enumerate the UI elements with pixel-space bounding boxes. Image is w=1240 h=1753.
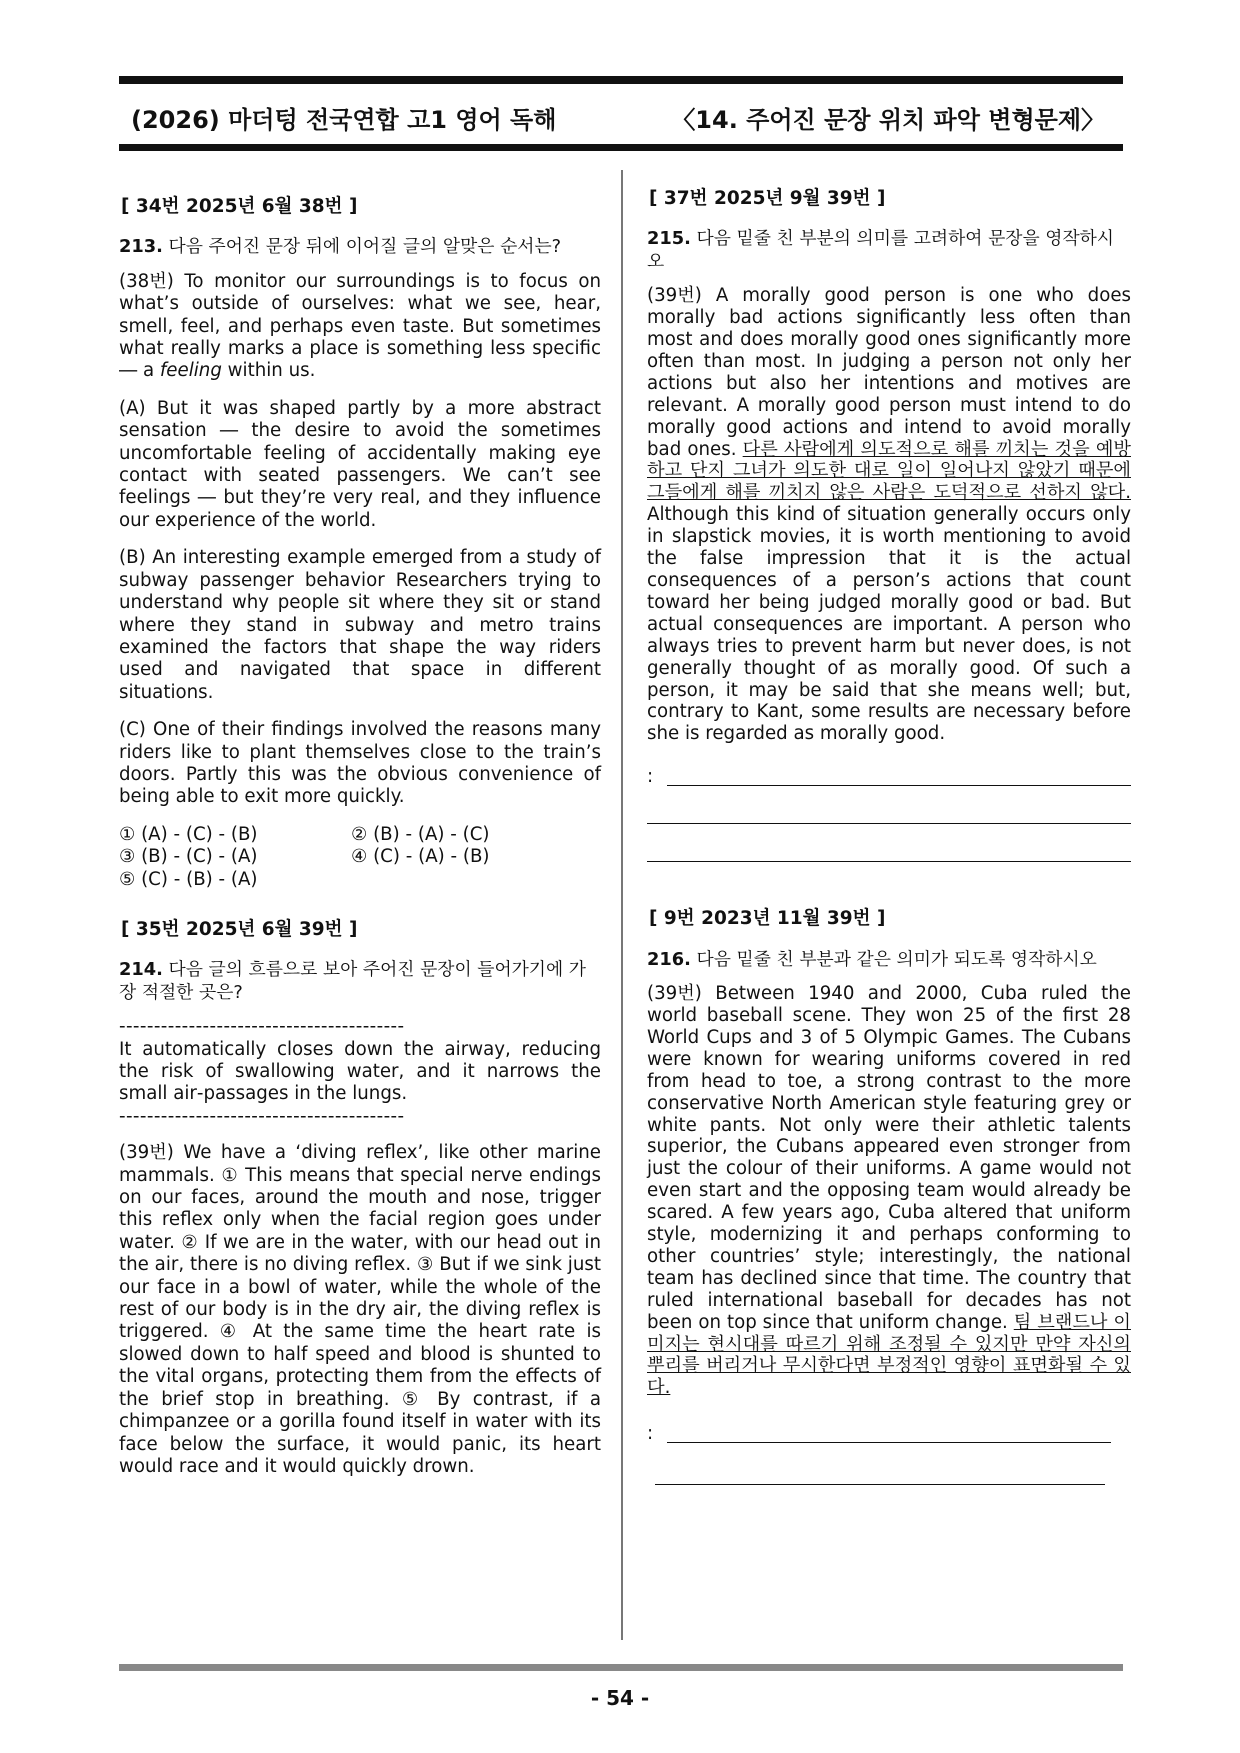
question-214 [119, 959, 601, 1004]
question-215 [647, 228, 1131, 273]
answer-line-2[interactable] [655, 1483, 1105, 1485]
given-passage-emphasis: feeling [159, 360, 222, 382]
question-number: 216. [647, 948, 691, 970]
passage-text: (39번) A morally good person is one who does morally bad actions significantly less often than most and does morally good ones significantly more often than most. In judging a person not only her actions but also her intentions and motives are relevant. A morally good person must intend to do morally good actions and intend to avoid morally bad ones. [647, 285, 1131, 460]
question-text: 다음 밑줄 친 부분과 같은 의미가 되도록 영작하시오 [696, 948, 1097, 970]
book-title: (2026) 마더텅 전국연합 고1 영어 독해 [131, 106, 557, 134]
right-column [647, 188, 1131, 1485]
question-text: 다음 글의 흐름으로 보아 주어진 문장이 들어가기에 가장 적절한 곳은? [119, 959, 586, 1003]
option-3[interactable]: ③ (B) - (C) - (A) [119, 846, 258, 868]
passage-216 [647, 983, 1131, 1399]
footer-rule [119, 1664, 1123, 1671]
passage-214: (39번) We have a ‘diving reflex’, like other marine mammals. ① This means that special nerve endings on our faces, around the mouth and nose, trigger this reflex only when the facial region goes under water. ② If we are in the water, with our head out in the air, there is no diving reflex. ③ But if we sink just our face in a bowl of water, while the whole of the rest of our body is in the dry air, the diving reflex is triggered. ④ At the same time the heart rate is slowed down to half speed and blood is shunted to the vital organs, protecting them from the effects of the brief stop in breathing. ⑤ By contrast, if a chimpanzee or a gorilla found itself in water with its face below the surface, it would panic, its heart would race and it would quickly drown. [119, 1142, 601, 1477]
section-heading-35: [ 35번 2025년 6월 39번 ] [121, 918, 358, 940]
dashed-separator-bottom: ----------------------------------------- [119, 1105, 405, 1127]
header-bottom-rule [119, 144, 1123, 151]
answer-prefix: : [647, 765, 654, 787]
section-heading-34: [ 34번 2025년 6월 38번 ] [121, 196, 358, 217]
option-1[interactable]: ① (A) - (C) - (B) [119, 823, 258, 845]
given-sentence-214: It automatically closes down the airway, reducing the risk of swallowing water, and it narrows the small air‐passages in the lungs. [119, 1038, 601, 1105]
option-4[interactable]: ④ (C) - (A) - (B) [351, 846, 490, 868]
answer-line[interactable] [667, 784, 1131, 786]
header-top-rule [119, 76, 1123, 84]
paragraph-c: (C) One of their findings involved the reasons many riders like to plant themselves close to the train’s doors. Partly this was the obvious convenience of being able to exit more quickly. [119, 719, 601, 808]
chapter-title: 〈14. 주어진 문장 위치 파악 변형문제〉 [671, 106, 1105, 134]
question-213 [119, 236, 601, 258]
question-216 [647, 949, 1131, 971]
given-passage-text-end: within us. [221, 360, 316, 382]
answer-line-2[interactable] [647, 822, 1131, 824]
underlined-korean: 팀 브랜드나 이미지는 현시대를 따르기 위해 조정될 수 있지만 만약 자신의 뿌리를 버리거나 무시한다면 부정적인 영향이 표면화될 수 있다. [647, 1311, 1131, 1399]
section-heading-9: [ 9번 2023년 11월 39번 ] [649, 908, 886, 930]
answer-options-213 [119, 824, 601, 891]
option-2[interactable]: ② (B) - (A) - (C) [351, 823, 490, 845]
column-divider [621, 170, 623, 1640]
answer-line[interactable] [667, 1441, 1111, 1443]
answer-field-216[interactable] [647, 1417, 1131, 1445]
section-heading-37: [ 37번 2025년 9월 39번 ] [649, 188, 886, 209]
page-header [119, 100, 1123, 140]
given-passage-213 [119, 271, 601, 383]
paragraph-a: (A) But it was shaped partly by a more abstract sensation ― the desire to avoid the sometimes uncomfortable feeling of accidentally making eye contact with seated passengers. We can’t see feelings ― but they’re very real, and they influence our experience of the world. [119, 397, 601, 531]
dashed-separator-top: ----------------------------------------- [119, 1016, 405, 1038]
passage-text: (39번) Between 1940 and 2000, Cuba ruled the world baseball scene. They won 25 of the first 28 World Cups and 3 of 5 Olympic Games. The Cubans were known for wearing uniforms covered in red from head to toe, a strong contrast to the more conservative North American style featuring grey or white pants. Not only were their athletic talents superior, the Cubans appeared even stronger from just the colour of their uniforms. A game would not even start and the opposing team would already be scared. A few years ago, Cuba altered that uniform style, modernizing it and perhaps conforming to other countries’ style; interestingly, the national team has declined since that time. The country that ruled international baseball for decades has not been on top since that uniform change. [647, 983, 1131, 1333]
option-5[interactable]: ⑤ (C) - (B) - (A) [119, 868, 258, 890]
answer-field-215[interactable] [647, 760, 1131, 788]
question-text: 다음 주어진 문장 뒤에 이어질 글의 알맞은 순서는? [168, 236, 562, 258]
answer-line-3[interactable] [647, 860, 1131, 862]
question-number: 215. [647, 228, 691, 250]
question-number: 214. [119, 959, 163, 981]
passage-215 [647, 285, 1131, 745]
passage-text-end: Although this kind of situation generally occurs only in slapstick movies, it is worth mentioning to avoid the false impression that it is the actual consequences of a person’s actions that count toward her being judged morally good or bad. But actual consequences are important. A person who always tries to prevent harm but never does, is not generally thought of as morally good. Of such a person, it may be said that she means well; but, contrary to Kant, some results are necessary before she is regarded as morally good. [647, 504, 1131, 745]
given-passage-text: (38번) To monitor our surroundings is to focus on what’s outside of ourselves: what we see, hear, smell, feel, and perhaps even taste. But sometimes what really marks a place is something less specific ― a [119, 270, 601, 382]
answer-prefix: : [647, 1422, 654, 1444]
question-text: 다음 밑줄 친 부분의 의미를 고려하여 문장을 영작하시오 [647, 228, 1114, 272]
page-number: - 54 - [590, 1686, 650, 1710]
underlined-korean: 다른 사람에게 의도적으로 해를 끼치는 것을 예방하고 단지 그녀가 의도한 대로 일이 일어나지 않았기 때문에 그들에게 해를 끼치지 않은 사람은 도덕적으로 선하지 않다. [647, 438, 1131, 504]
question-number: 213. [119, 236, 163, 258]
left-column [119, 196, 601, 1493]
paragraph-b: (B) An interesting example emerged from a study of subway passenger behavior Researchers trying to understand why people sit where they sit or stand where they stand in subway and metro trains examined the factors that shape the way riders used and navigated that space in different situations. [119, 547, 601, 703]
